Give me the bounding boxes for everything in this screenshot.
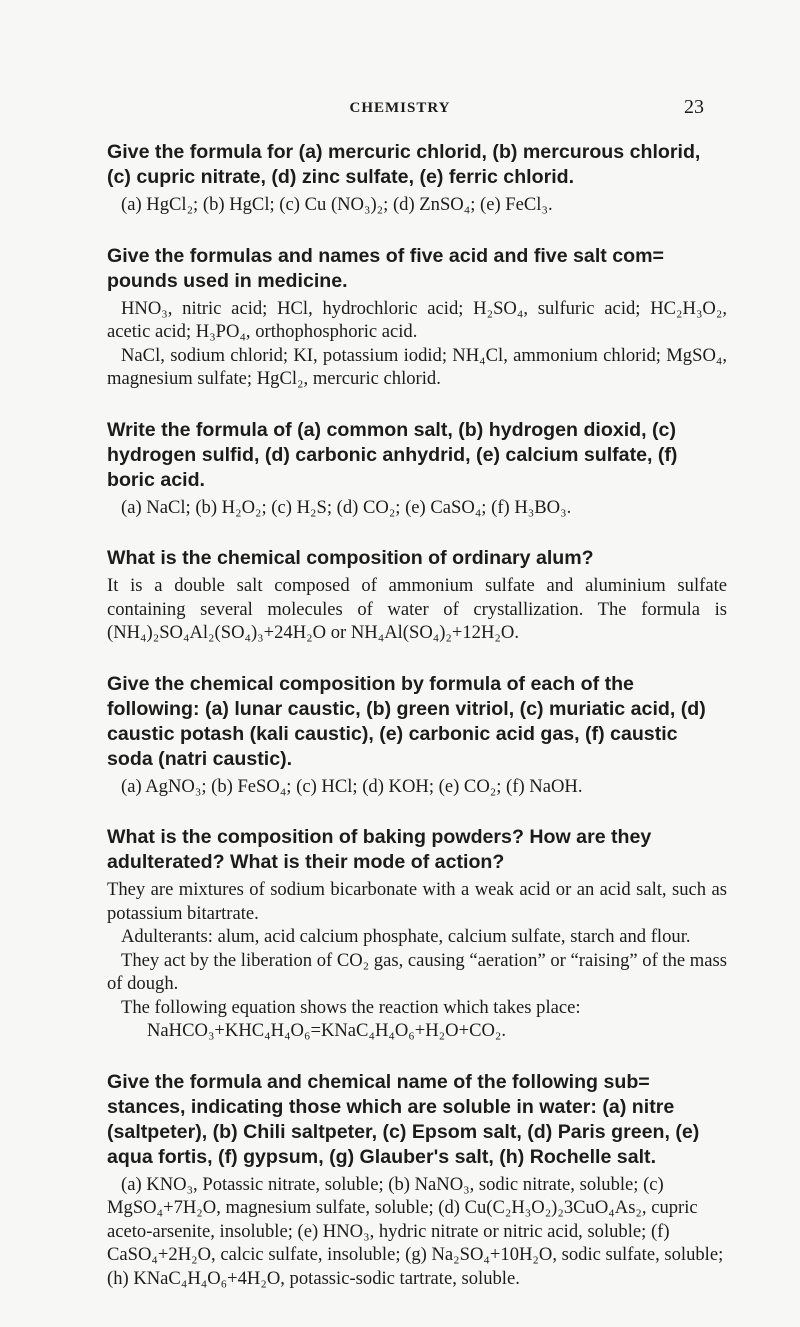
answer-paragraph: HNO₃, nitric acid; HCl, hydrochloric acid; H₂SO₄, sulfuric acid; HC₂H₃O₂, acetic acid; H₃PO₄, orthophosphoric acid. <box>107 297 727 342</box>
qa-section <box>107 546 727 645</box>
answer-paragraph: (a) KNO₃, Potassic nitrate, soluble; (b) NaNO₃, sodic nitrate, soluble; (c) MgSO₄+7H₂O, magnesium sulfate, soluble; (d) Cu(C₂H₃O₂)₂3CuO₄As₂, cupric aceto-arsenite, insoluble; (e) HNO₃, hydric nitrate or nitric acid, soluble; (f) CaSO₄+2H₂O, calcic sulfate, insoluble; (g) Na₂SO₄+10H₂O, sodic sulfate, soluble; (h) KNaC₄H₄O₆+4H₂O, potassic-sodic tartrate, soluble. <box>107 1173 724 1289</box>
answer-paragraph: (a) AgNO₃; (b) FeSO₄; (c) HCl; (d) KOH; (e) CO₂; (f) NaOH. <box>121 775 583 797</box>
qa-section <box>107 672 727 799</box>
qa-section <box>107 140 727 217</box>
qa-section <box>107 1070 727 1291</box>
question-heading: What is the composition of baking powders? How are they adulterated? What is their mode of action? <box>107 826 652 873</box>
answer-block <box>107 496 727 520</box>
page-header <box>0 96 800 124</box>
question-heading: Give the formulas and names of five acid and five salt com= pounds used in medicine. <box>107 244 664 292</box>
answer-paragraph: The following equation shows the reaction which takes place: <box>121 996 581 1018</box>
answer-paragraph: (a) HgCl₂; (b) HgCl; (c) Cu (NO₃)₂; (d) ZnSO₄; (e) FeCl₃. <box>121 194 553 215</box>
answer-block <box>107 1173 727 1291</box>
answer-block <box>107 297 727 391</box>
question-heading: Give the formula and chemical name of the following sub= stances, indicating those which are soluble in water: (a) nitre (saltpeter), (b) Chili saltpeter, (c) Epsom salt, (d) Paris green, (e) aqua fortis, (f) gypsum, (g) Glauber's salt, (h) Rochelle salt. <box>107 1070 700 1168</box>
answer-block <box>107 775 727 799</box>
answer-paragraph: They are mixtures of sodium bicarbonate with a weak acid or an acid salt, such as potassium bitartrate. <box>107 879 727 924</box>
question-heading: Give the chemical composition by formula of each of the following: (a) lunar caustic, (b) green vitriol, (c) muriatic acid, (d) caustic potash (kali caustic), (e) carbonic acid gas, (f) caustic soda (natri caustic). <box>107 672 706 770</box>
running-title: CHEMISTRY <box>349 100 451 116</box>
answer-paragraph: Adulterants: alum, acid calcium phosphate, calcium sulfate, starch and flour. <box>121 926 691 947</box>
reaction-equation: NaHCO₃+KHC₄H₄O₆=KNaC₄H₄O₆+H₂O+CO₂. <box>147 1020 507 1041</box>
answer-paragraph: It is a double salt composed of ammonium sulfate and aluminium sulfate containing several molecules of water of crystallization. The formula is (NH₄)₂SO₄Al₂(SO₄)₃+24H₂O or NH₄Al(SO₄)₂+12H₂O. <box>107 575 727 643</box>
answer-paragraph: They act by the liberation of CO₂ gas, causing “aeration” or “raising” of the mass of dough. <box>107 949 727 994</box>
question-heading: What is the chemical composition of ordinary alum? <box>107 547 594 569</box>
qa-section <box>107 825 727 1043</box>
answer-paragraph: NaCl, sodium chlorid; KI, potassium iodid; NH₄Cl, ammonium chlorid; MgSO₄, magnesium sulfate; HgCl₂, mercuric chlorid. <box>107 344 727 389</box>
question-heading: Write the formula of (a) common salt, (b) hydrogen dioxid, (c) hydrogen sulfid, (d) carbonic anhydrid, (e) calcium sulfate, (f) boric acid. <box>107 418 678 491</box>
qa-section <box>107 418 727 520</box>
page-body <box>107 140 727 1317</box>
answer-block <box>107 574 727 645</box>
answer-block <box>107 193 727 217</box>
answer-block <box>107 878 727 1043</box>
question-heading: Give the formula for (a) mercuric chlorid, (b) mercurous chlorid, (c) cupric nitrate, (d) zinc sulfate, (e) ferric chlorid. <box>107 141 701 188</box>
qa-section <box>107 244 727 391</box>
page-number: 23 <box>684 96 704 118</box>
answer-paragraph: (a) NaCl; (b) H₂O₂; (c) H₂S; (d) CO₂; (e) CaSO₄; (f) H₃BO₃. <box>121 496 572 518</box>
